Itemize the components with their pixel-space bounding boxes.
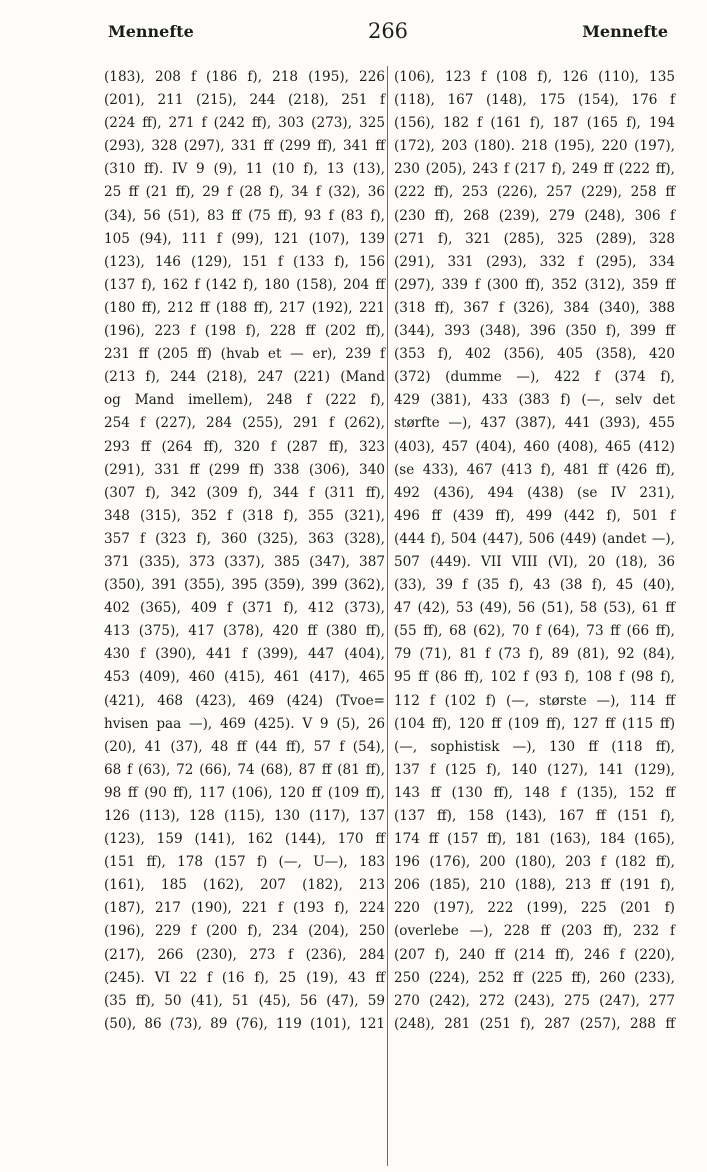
index-line: (222 ff), 253 (226), 257 (229), 258 ff [394,184,675,201]
index-line: (33), 39 f (35 f), 43 (38 f), 45 (40), [394,577,675,594]
index-line: (224 ff), 271 f (242 ff), 303 (273), 325 [104,115,385,132]
index-line: (187), 217 (190), 221 f (193 f), 224 [104,900,385,917]
index-line: 137 f (125 f), 140 (127), 141 (129), [394,761,675,778]
index-line: (403), 457 (404), 460 (408), 465 (412) [394,438,675,455]
index-line: (350), 391 (355), 395 (359), 399 (362), [104,577,385,594]
index-line: 230 (205), 243 f (217 f), 249 ff (222 ff), [394,161,675,178]
index-line: 429 (381), 433 (383 f) (—, selv det [394,392,675,409]
index-line: (353 f), 402 (356), 405 (358), 420 [394,346,675,363]
index-line: (297), 339 f (300 ff), 352 (312), 359 ff [394,276,675,293]
index-line: (123), 159 (141), 162 (144), 170 ff [104,831,385,848]
index-line: hvisen paa —), 469 (425). V 9 (5), 26 [104,715,385,732]
index-line: 174 ff (157 ff), 181 (163), 184 (165), [394,831,675,848]
index-line: (34), 56 (51), 83 ff (75 ff), 93 f (83 f), [104,207,385,224]
index-line: (207 f), 240 ff (214 ff), 246 f (220), [394,946,675,963]
index-line: 496 ff (439 ff), 499 (442 f), 501 f [394,507,675,524]
index-line: 231 ff (205 ff) (hvab et — er), 239 f [104,346,385,363]
index-line: (se 433), 467 (413 f), 481 ff (426 ff), [394,461,675,478]
index-line: (137 f), 162 f (142 f), 180 (158), 204 ff [104,276,385,293]
index-line: 430 f (390), 441 f (399), 447 (404), [104,646,385,663]
index-line: 507 (449). VII VIII (VI), 20 (18), 36 [394,553,675,570]
index-line: (156), 182 f (161 f), 187 (165 f), 194 [394,115,675,132]
index-line: (217), 266 (230), 273 f (236), 284 [104,946,385,963]
index-line: 371 (335), 373 (337), 385 (347), 387 [104,553,385,570]
index-line: (293), 328 (297), 331 ff (299 ff), 341 ff [104,138,385,155]
index-line: (230 ff), 268 (239), 279 (248), 306 f [394,207,675,224]
index-line: 402 (365), 409 f (371 f), 412 (373), [104,600,385,617]
index-line: 270 (242), 272 (243), 275 (247), 277 [394,992,675,1009]
index-line: (172), 203 (180). 218 (195), 220 (197), [394,138,675,155]
index-line: (344), 393 (348), 396 (350 f), 399 ff [394,323,675,340]
index-line: (196), 223 f (198 f), 228 ff (202 ff), [104,323,385,340]
index-line: (35 ff), 50 (41), 51 (45), 56 (47), 59 [104,992,385,1009]
index-line: (180 ff), 212 ff (188 ff), 217 (192), 221 [104,299,385,316]
index-line: (310 ff). IV 9 (9), 11 (10 f), 13 (13), [104,161,385,178]
index-line: (overlebe —), 228 ff (203 ff), 232 f [394,923,675,940]
index-line: (213 f), 244 (218), 247 (221) (Mand [104,369,385,386]
index-line: 250 (224), 252 ff (225 ff), 260 (233), [394,969,675,986]
index-line: (201), 211 (215), 244 (218), 251 f [104,92,385,109]
index-line: (137 ff), 158 (143), 167 ff (151 f), [394,808,675,824]
index-line: (318 ff), 367 f (326), 384 (340), 388 [394,299,675,316]
index-line: 196 (176), 200 (180), 203 f (182 ff), [394,854,675,871]
index-line: størfte —), 437 (387), 441 (393), 455 [394,415,675,432]
index-line: 293 ff (264 ff), 320 f (287 ff), 323 [104,438,385,455]
index-line: (151 ff), 178 (157 f) (—, U—), 183 [104,854,385,871]
index-line: (421), 468 (423), 469 (424) (Tvoe= [104,692,385,709]
index-line: 453 (409), 460 (415), 461 (417), 465 [104,669,385,686]
page-header [108,19,668,52]
index-line: (20), 41 (37), 48 ff (44 ff), 57 f (54), [104,738,385,755]
index-line: (196), 229 f (200 f), 234 (204), 250 [104,923,385,940]
index-line: 143 ff (130 ff), 148 f (135), 152 ff [394,784,675,801]
index-line: 98 ff (90 ff), 117 (106), 120 ff (109 ff), [104,784,385,801]
index-line: (106), 123 f (108 f), 126 (110), 135 [394,69,675,85]
index-line: (245). VI 22 f (16 f), 25 (19), 43 ff [104,969,385,986]
index-line: 25 ff (21 ff), 29 f (28 f), 34 f (32), 36 [104,184,385,201]
index-line: (183), 208 f (186 f), 218 (195), 226 [104,69,385,85]
index-line: (161), 185 (162), 207 (182), 213 [104,877,385,894]
index-line: 79 (71), 81 f (73 f), 89 (81), 92 (84), [394,646,675,663]
index-line: 47 (42), 53 (49), 56 (51), 58 (53), 61 ff [394,600,675,617]
index-line: 105 (94), 111 f (99), 121 (107), 139 [104,230,385,247]
index-line: (50), 86 (73), 89 (76), 119 (101), 121 [104,1015,385,1032]
index-line: 492 (436), 494 (438) (se IV 231), [394,484,675,501]
page-number: 266 [367,19,409,43]
index-line: (55 ff), 68 (62), 70 f (64), 73 ff (66 ff), [394,623,675,640]
index-line: 206 (185), 210 (188), 213 ff (191 f), [394,877,675,894]
index-line: (248), 281 (251 f), 287 (257), 288 ff [394,1015,675,1032]
index-line: 68 f (63), 72 (66), 74 (68), 87 ff (81 ff), [104,761,385,778]
index-line: (291), 331 (293), 332 f (295), 334 [394,253,675,270]
index-line: (104 ff), 120 ff (109 ff), 127 ff (115 ff) [394,715,675,732]
index-line: og Mand imellem), 248 f (222 f), [104,392,385,409]
right-column [394,66,675,1036]
index-line: 348 (315), 352 f (318 f), 355 (321), [104,507,385,524]
index-line: (—, sophistisk —), 130 ff (118 ff), [394,738,675,755]
index-line: (271 f), 321 (285), 325 (289), 328 [394,230,675,247]
index-line: 413 (375), 417 (378), 420 ff (380 ff), [104,623,385,640]
index-line: 254 f (227), 284 (255), 291 f (262), [104,415,385,432]
index-line: 220 (197), 222 (199), 225 (201 f) [394,900,675,917]
index-line: 357 f (323 f), 360 (325), 363 (328), [104,530,385,547]
index-line: (118), 167 (148), 175 (154), 176 f [394,92,675,109]
index-line: (444 f), 504 (447), 506 (449) (andet —), [394,530,675,547]
index-line: (307 f), 342 (309 f), 344 f (311 ff), [104,484,385,501]
running-head-left: Mennefte [108,22,194,41]
index-line: 126 (113), 128 (115), 130 (117), 137 [104,808,385,824]
index-line: (123), 146 (129), 151 f (133 f), 156 [104,253,385,270]
running-head-right: Mennefte [582,22,668,41]
left-column [104,66,385,1036]
index-line: 95 ff (86 ff), 102 f (93 f), 108 f (98 f), [394,669,675,686]
index-line: (291), 331 ff (299 ff) 338 (306), 340 [104,461,385,478]
column-divider [387,66,388,1166]
index-line: (372) (dumme —), 422 f (374 f), [394,369,675,386]
index-line: 112 f (102 f) (—, største —), 114 ff [394,692,675,709]
